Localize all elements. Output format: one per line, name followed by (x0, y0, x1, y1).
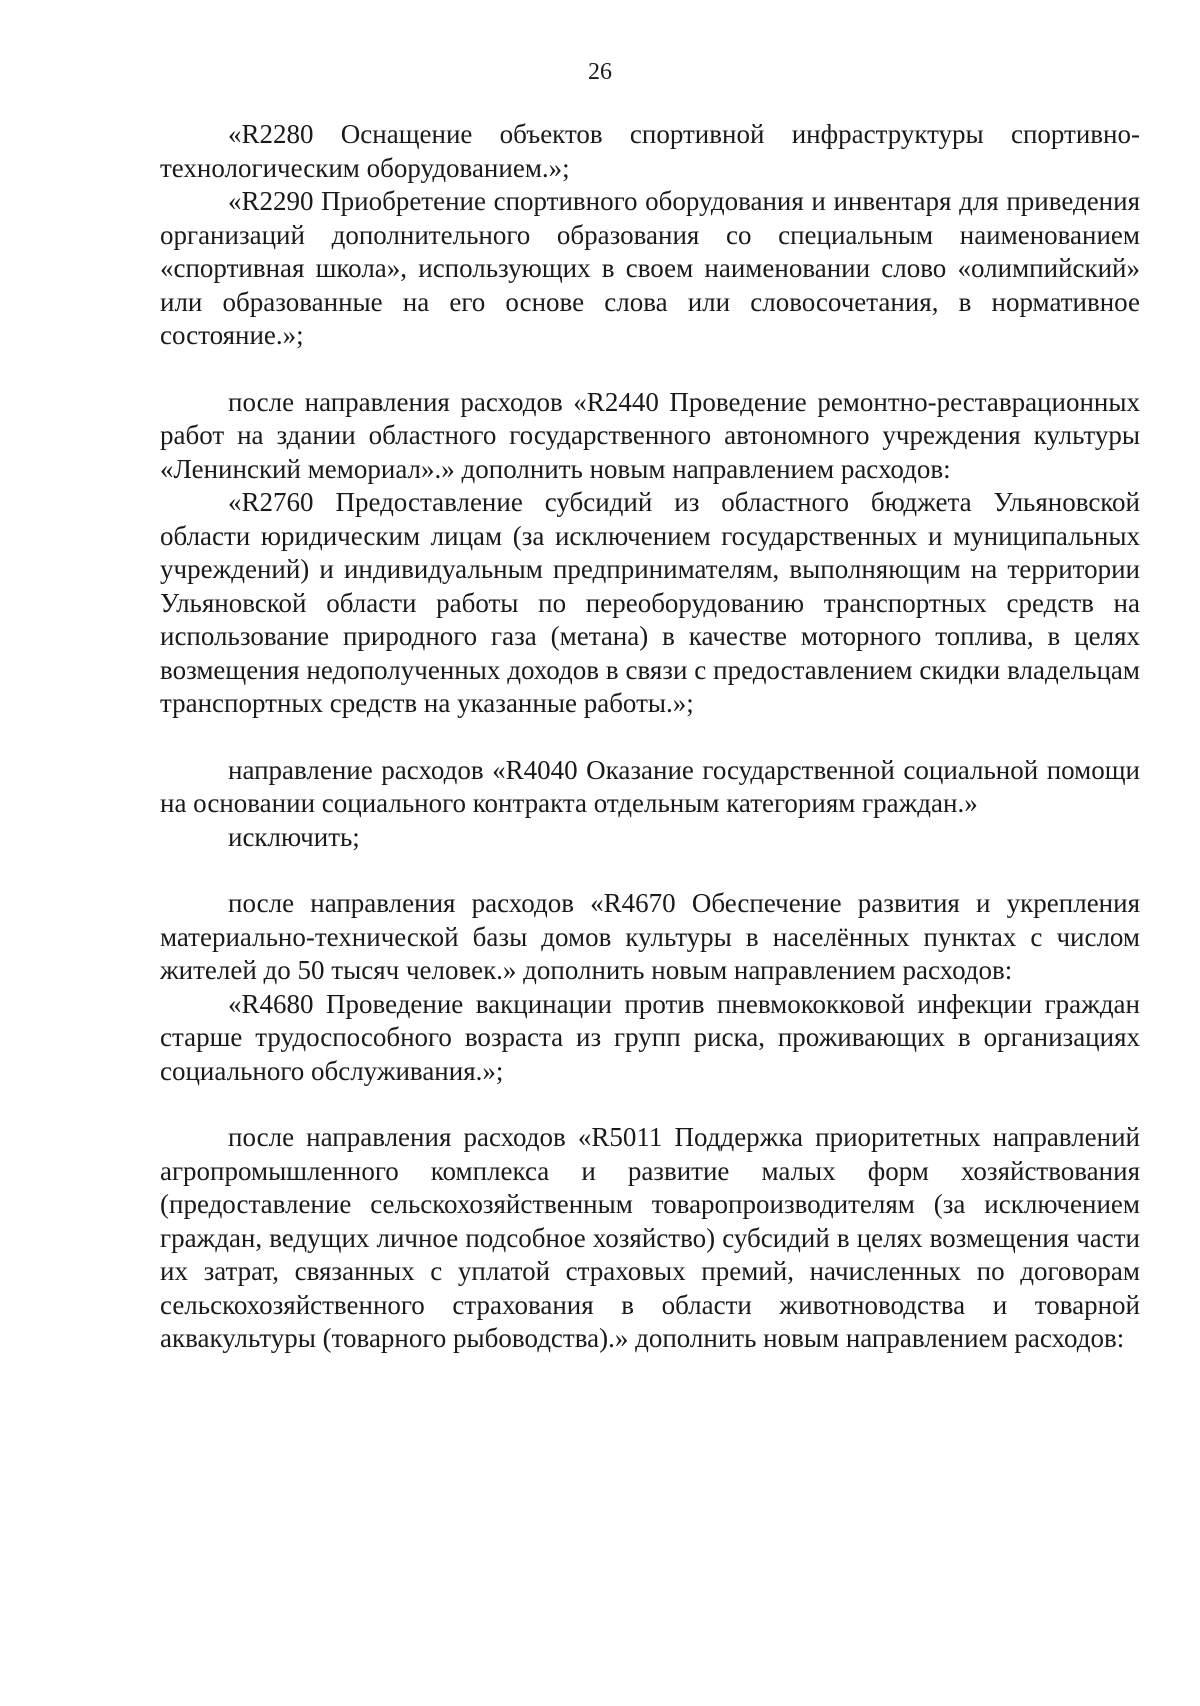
page-number: 26 (588, 59, 612, 85)
document-body (160, 118, 1140, 1356)
paragraph-r4040: направление расходов «R4040 Оказание государственной социальной помощи на основании социального контракта отдельным категориям граждан.» (160, 754, 1140, 818)
paragraph-after-r4670: после направления расходов «R4670 Обеспечение развития и укрепления материально-технической базы домов культуры в населённых пунктах с числом жителей до 50 тысяч человек.» дополнить новым направлением расходов: (160, 888, 1140, 985)
paragraph-r2290: «R2290 Приобретение спортивного оборудования и инвентаря для приведения организаций дополнительного образования со специальным наименованием «спортивная школа», использующих в своем наименовании слово «олимпийский» или образованные на его основе слова или словосочетания, в нормативное состояние.»; (160, 186, 1140, 350)
paragraph-r2280: «R2280 Оснащение объектов спортивной инфраструктуры спортивно-технологическим оборудованием.»; (160, 119, 1140, 183)
paragraph-exclude: исключить; (228, 821, 360, 852)
paragraph-r2760: «R2760 Предоставление субсидий из областного бюджета Ульяновской области юридическим лицам (за исключением государственных и муниципальных учреждений) и индивидуальным предпринимателям, выполняющим на территории Ульяновской области работы по переоборудованию транспортных средств на использование природного газа (метана) в качестве моторного топлива, в целях возмещения недополученных доходов в связи с предоставлением скидки владельцам транспортных средств на указанные работы.»; (160, 487, 1140, 718)
paragraph-after-r2440: после направления расходов «R2440 Проведение ремонтно-реставрационных работ на здании областного государственного автономного учреждения культуры «Ленинский мемориал».» дополнить новым направлением расходов: (160, 386, 1140, 484)
paragraph-after-r5011: после направления расходов «R5011 Поддержка приоритетных направлений агропромышленного комплекса и развитие малых форм хозяйствования (предоставление сельскохозяйственным товаропроизводителям (за исключением граждан, ведущих личное подсобное хозяйство) субсидий в целях возмещения части их затрат, связанных с уплатой страховых премий, начисленных по договорам сельскохозяйственного страхования в области животноводства и товарной аквакультуры (товарного рыбоводства).» дополнить новым направлением расходов: (160, 1122, 1140, 1353)
paragraph-r4680: «R4680 Проведение вакцинации против пневмококковой инфекции граждан старше трудоспособного возраста из групп риска, проживающих в организациях социального обслуживания.»; (160, 988, 1140, 1086)
